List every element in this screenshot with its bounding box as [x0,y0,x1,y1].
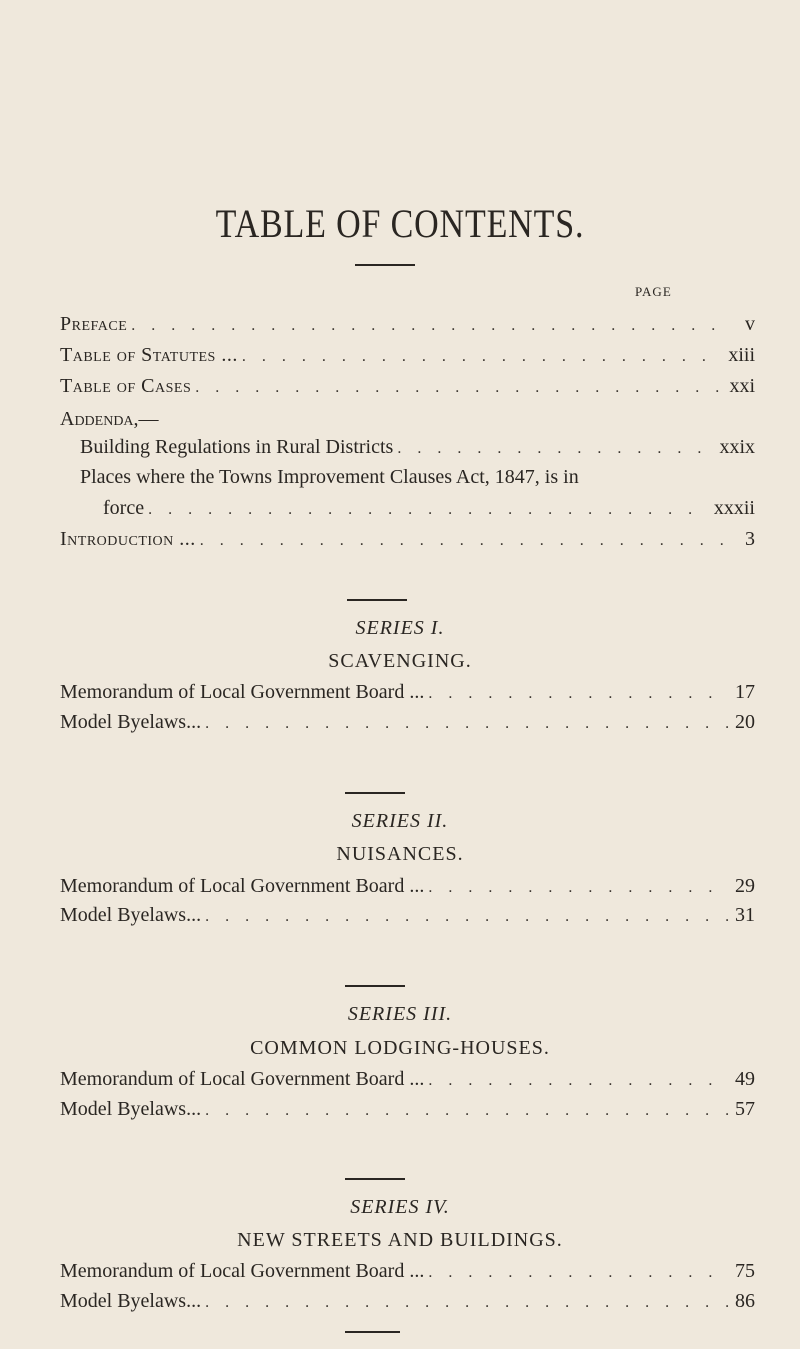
toc-entry-model-byelaws [60,1290,755,1316]
toc-entry-page: 29 [735,875,755,897]
toc-entry-label: Model Byelaws... [60,904,202,926]
toc-entry-page: xxix [719,436,755,458]
toc-entry-statutes [60,344,755,370]
section-divider [345,792,405,794]
toc-entry-page: v [745,313,755,335]
toc-entry-page: xxxii [713,497,755,519]
toc-entry-label: Model Byelaws... [60,1290,202,1312]
leader-dots [205,1294,729,1312]
toc-entry-label: Introduction ... [60,528,196,550]
toc-entry-memorandum [60,875,755,901]
toc-entry-label: Building Regulations in Rural Districts [80,436,394,458]
leader-dots [205,1102,729,1120]
leader-dots [242,348,722,366]
leader-dots [428,1264,729,1282]
section-divider [345,985,405,987]
toc-entry-label: Memorandum of Local Government Board ... [60,1068,425,1090]
leader-dots [131,317,729,335]
toc-entry-label: Model Byelaws... [60,711,202,733]
toc-entry-places [103,497,755,523]
toc-entry-label: Table of Cases [60,375,192,397]
page-title: TABLE OF CONTENTS. [215,201,585,246]
toc-entry-preface [60,313,755,339]
section-divider [345,1331,400,1333]
leader-dots [205,715,729,733]
toc-entry-memorandum [60,681,755,707]
toc-entry-memorandum [60,1068,755,1094]
toc-entry-introduction [60,528,755,554]
toc-entry-label: force [103,497,145,519]
toc-entry-page: 57 [735,1098,755,1120]
series-name: NEW STREETS AND BUILDINGS. [237,1229,563,1251]
toc-entry-model-byelaws [60,1098,755,1124]
toc-entry-places-line1: Places where the Towns Improvement Clauses Act, 1847, is in [80,466,579,488]
toc-entry-label: Memorandum of Local Government Board ... [60,1260,425,1282]
leader-dots [428,1072,729,1090]
leader-dots [428,879,729,897]
page-column-header: PAGE [635,284,672,299]
leader-dots [428,685,729,703]
toc-entry-label: Preface [60,313,128,335]
toc-entry-page: 17 [735,681,755,703]
toc-entry-page: 3 [745,528,755,550]
toc-entry-model-byelaws [60,904,755,930]
toc-entry-page: 49 [735,1068,755,1090]
series-name: NUISANCES. [336,843,464,865]
section-divider [345,1178,405,1180]
leader-dots [397,440,713,458]
section-divider [347,599,407,601]
toc-entry-page: xxi [729,375,755,397]
toc-entry-label: Memorandum of Local Government Board ... [60,875,425,897]
series-name: SCAVENGING. [328,650,472,672]
toc-entry-label: Model Byelaws... [60,1098,202,1120]
series-number: SERIES I. [355,617,445,639]
toc-entry-page: 86 [735,1290,755,1312]
leader-dots [205,908,729,926]
series-number: SERIES IV. [350,1196,450,1218]
toc-entry-page: xiii [728,344,755,366]
toc-entry-cases [60,375,755,401]
toc-entry-label: Memorandum of Local Government Board ... [60,681,425,703]
toc-entry-label: Table of Statutes ... [60,344,238,366]
leader-dots [195,379,723,397]
series-name: COMMON LODGING-HOUSES. [250,1037,550,1059]
toc-entry-building-regulations [80,436,755,462]
leader-dots [200,532,729,550]
toc-entry-model-byelaws [60,711,755,737]
leader-dots [148,501,708,519]
toc-entry-page: 31 [735,904,755,926]
toc-entry-page: 20 [735,711,755,733]
toc-entry-memorandum [60,1260,755,1286]
series-number: SERIES III. [347,1003,453,1025]
series-number: SERIES II. [351,810,449,832]
title-divider [355,264,415,266]
toc-entry-page: 75 [735,1260,755,1282]
addenda-heading: Addenda,— [60,408,159,430]
